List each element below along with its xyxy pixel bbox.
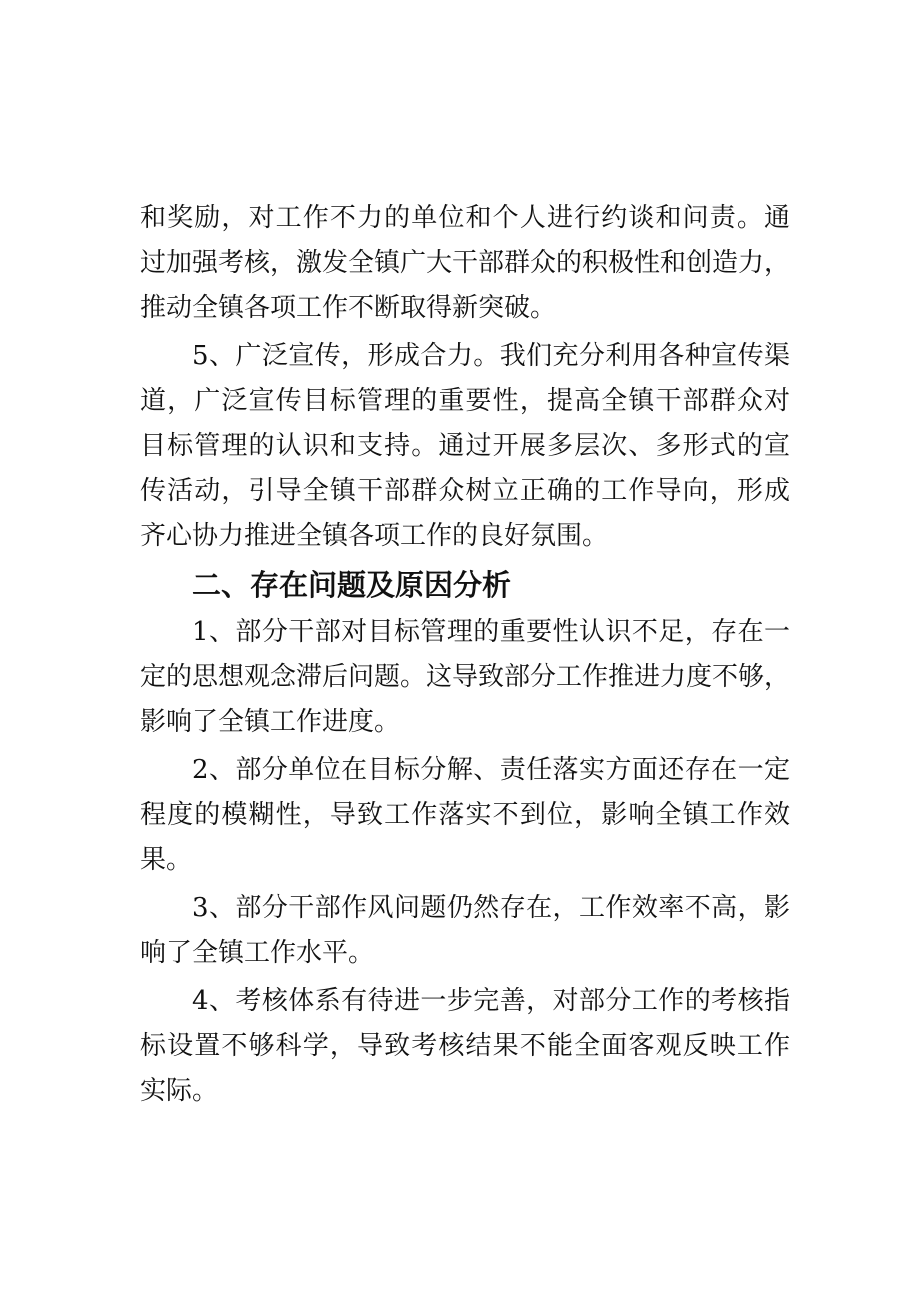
- paragraph-line: 5、广泛宣传，形成合力。我们充分利用各种宣传渠: [192, 341, 790, 371]
- paragraph-line: 2、部分单位在目标分解、责任落实方面还存在一定: [192, 755, 790, 785]
- paragraph-line: 影响了全镇工作进度。: [140, 707, 401, 737]
- paragraph-line: 和奖励，对工作不力的单位和个人进行约谈和问责。通: [140, 203, 790, 233]
- section-heading: 二、存在问题及原因分析: [192, 568, 512, 602]
- paragraph-line: 标设置不够科学，导致考核结果不能全面客观反映工作: [140, 1031, 790, 1061]
- paragraph-line: 实际。: [140, 1076, 219, 1106]
- paragraph-line: 程度的模糊性，导致工作落实不到位，影响全镇工作效: [140, 800, 790, 830]
- paragraph-line: 传活动，引导全镇干部群众树立正确的工作导向，形成: [140, 476, 790, 506]
- paragraph-line: 响了全镇工作水平。: [140, 938, 375, 968]
- paragraph-line: 定的思想观念滞后问题。这导致部分工作推进力度不够，: [140, 662, 791, 692]
- paragraph-line: 目标管理的认识和支持。通过开展多层次、多形式的宣: [140, 431, 790, 461]
- paragraph-line: 4、考核体系有待进一步完善，对部分工作的考核指: [192, 986, 790, 1016]
- paragraph-line: 果。: [140, 845, 193, 875]
- paragraph-line: 齐心协力推进全镇各项工作的良好氛围。: [140, 521, 609, 551]
- paragraph-line: 3、部分干部作风问题仍然存在，工作效率不高，影: [192, 893, 790, 923]
- paragraph-line: 1、部分干部对目标管理的重要性认识不足，存在一: [192, 617, 790, 647]
- paragraph-line: 道，广泛宣传目标管理的重要性，提高全镇干部群众对: [140, 386, 790, 416]
- paragraph-line: 过加强考核，激发全镇广大干部群众的积极性和创造力，: [140, 248, 791, 278]
- paragraph-line: 推动全镇各项工作不断取得新突破。: [140, 293, 557, 323]
